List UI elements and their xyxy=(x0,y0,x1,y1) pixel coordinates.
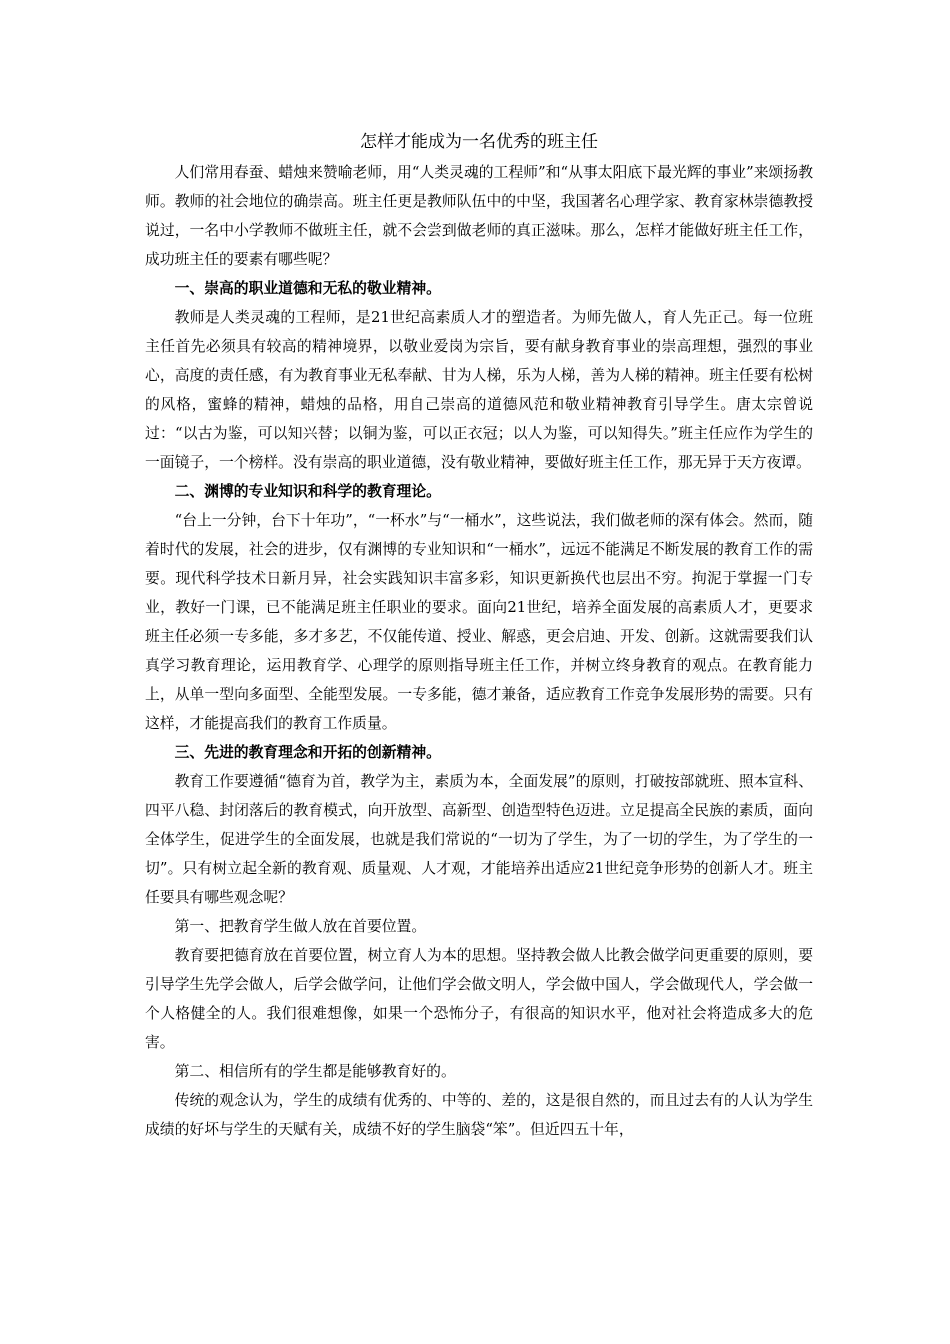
intro-paragraph: 人们常用春蚕、蜡烛来赞喻老师，用“人类灵魂的工程师”和“从事太阳底下最光辉的事业”来颂扬教师。教师的社会地位的确崇高。班主任更是教师队伍中的中坚，我国著名心理学家、教育家林崇德教授说过，一名中小学教师不做班主任，就不会尝到做老师的真正滋味。那么，怎样才能做好班主任工作，成功班主任的要素有哪些呢？ xyxy=(145,164,813,268)
subpoint-1-paragraph: 教育要把德育放在首要位置，树立育人为本的思想。坚持教会做人比教会做学问更重要的原则，要引导学生先学会做人，后学会做学问，让他们学会做文明人，学会做中国人，学会做现代人，学会做一个人格健全的人。我们很难想像，如果一个恐怖分子，有很高的知识水平，他对社会将造成多大的危害。 xyxy=(145,947,813,1051)
subpoint-1-title: 第一、把教育学生做人放在首要位置。 xyxy=(174,918,427,935)
subpoint-2-paragraph: 传统的观念认为，学生的成绩有优秀的、中等的、差的，这是很自然的，而且过去有的人认为学生成绩的好坏与学生的天赋有关，成绩不好的学生脑袋“笨”。但近四五十年， xyxy=(145,1092,813,1138)
document-page xyxy=(145,128,813,1144)
section-heading-2: 二、渊博的专业知识和科学的教育理论。 xyxy=(174,483,441,500)
section-heading-1: 一、崇高的职业道德和无私的敬业精神。 xyxy=(174,280,441,297)
section-3-paragraph: 教育工作要遵循“德育为首，教学为主，素质为本，全面发展”的原则，打破按部就班、照本宣科、四平八稳、封闭落后的教育模式，向开放型、高新型、创造型特色迈进。立足提高全民族的素质，面向全体学生，促进学生的全面发展，也就是我们常说的“一切为了学生，为了一切的学生，为了学生的一切”。只有树立起全新的教育观、质量观、人才观，才能培养出适应21世纪竞争形势的创新人才。班主任要具有哪些观念呢？ xyxy=(145,773,813,906)
section-heading-3: 三、先进的教育理念和开拓的创新精神。 xyxy=(174,744,441,761)
document-title: 怎样才能成为一名优秀的班主任 xyxy=(360,132,598,152)
section-2-paragraph: “台上一分钟，台下十年功”，“一杯水”与“一桶水”，这些说法，我们做老师的深有体会。然而，随着时代的发展，社会的进步，仅有渊博的专业知识和“一桶水”，远远不能满足不断发展的教育工作的需要。现代科学技术日新月异，社会实践知识丰富多彩，知识更新换代也层出不穷。拘泥于掌握一门专业，教好一门课，已不能满足班主任职业的要求。面向21世纪，培养全面发展的高素质人才，更要求班主任必须一专多能，多才多艺，不仅能传道、授业、解惑，更会启迪、开发、创新。这就需要我们认真学习教育理论，运用教育学、心理学的原则指导班主任工作，并树立终身教育的观点。在教育能力上，从单一型向多面型、全能型发展。一专多能，德才兼备，适应教育工作竞争发展形势的需要。只有这样，才能提高我们的教育工作质量。 xyxy=(145,512,813,732)
subpoint-2-title: 第二、相信所有的学生都是能够教育好的。 xyxy=(174,1063,456,1080)
section-1-paragraph: 教师是人类灵魂的工程师，是21世纪高素质人才的塑造者。为师先做人，育人先正己。每一位班主任首先必须具有较高的精神境界，以敬业爱岗为宗旨，要有献身教育事业的崇高理想，强烈的事业心，高度的责任感，有为教育事业无私奉献、甘为人梯，乐为人梯，善为人梯的精神。班主任要有松树的风格，蜜蜂的精神，蜡烛的品格，用自己崇高的道德风范和敬业精神教育引导学生。唐太宗曾说过：“以古为鉴，可以知兴替；以铜为鉴，可以正衣冠；以人为鉴，可以知得失。”班主任应作为学生的一面镜子，一个榜样。没有崇高的职业道德，没有敬业精神，要做好班主任工作，那无异于天方夜谭。 xyxy=(145,309,813,471)
